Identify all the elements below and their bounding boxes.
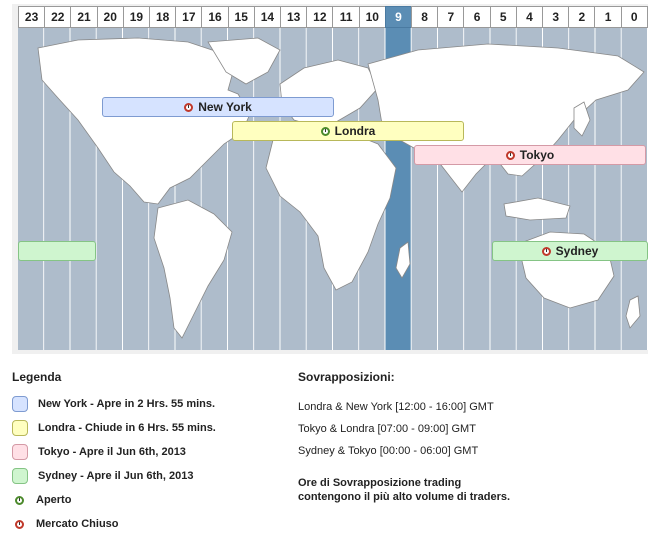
hour-cell-14: 14 [254, 6, 280, 28]
legend-item [12, 416, 292, 440]
market-band-sydney-wrap [18, 241, 96, 261]
market-band-new-york [102, 97, 334, 117]
overlap-item: Londra & New York [12:00 - 16:00] GMT [298, 401, 494, 413]
hour-cell-11: 11 [332, 6, 358, 28]
market-band-londra [232, 121, 464, 141]
legend-closed [12, 512, 292, 536]
hour-cell-16: 16 [201, 6, 227, 28]
hour-column-23 [18, 28, 43, 350]
hour-cell-8: 8 [411, 6, 437, 28]
legend-open-label: Aperto [36, 494, 72, 506]
legend [12, 370, 292, 536]
overlaps [298, 370, 628, 504]
hour-cell-6: 6 [463, 6, 489, 28]
overlaps-note-line2: contengono il più alto volume di traders. [298, 491, 511, 503]
legend-item [12, 464, 292, 488]
market-hours-map [12, 4, 648, 354]
legend-item [12, 392, 292, 416]
hour-cell-12: 12 [306, 6, 332, 28]
hour-cell-18: 18 [149, 6, 175, 28]
market-band-label: Londra [334, 124, 376, 138]
hour-cell-1: 1 [594, 6, 620, 28]
hour-cell-19: 19 [123, 6, 149, 28]
hour-cell-23: 23 [18, 6, 44, 28]
hour-cell-10: 10 [359, 6, 385, 28]
clock-red-icon [15, 520, 24, 529]
legend-closed-label: Mercato Chiuso [36, 518, 119, 530]
clock-red-icon [542, 247, 551, 256]
overlaps-title: Sovrapposizioni: [298, 370, 395, 384]
legend-swatch [12, 396, 28, 412]
hour-cell-21: 21 [70, 6, 96, 28]
hour-cell-15: 15 [228, 6, 254, 28]
legend-item-label: Tokyo - Apre il Jun 6th, 2013 [38, 446, 186, 458]
market-band-label: New York [198, 100, 252, 114]
legend-swatch [12, 420, 28, 436]
hour-cell-20: 20 [97, 6, 123, 28]
legend-swatch [12, 468, 28, 484]
legend-item-label: Sydney - Apre il Jun 6th, 2013 [38, 470, 194, 482]
clock-green-icon [321, 127, 330, 136]
hour-cell-4: 4 [516, 6, 542, 28]
legend-item-label: New York - Apre in 2 Hrs. 55 mins. [38, 398, 216, 410]
hour-cell-17: 17 [175, 6, 201, 28]
hour-cell-5: 5 [490, 6, 516, 28]
world-map [18, 28, 648, 350]
legend-swatch [12, 444, 28, 460]
market-band-tokyo [414, 145, 646, 165]
overlaps-note-line1: Ore di Sovrapposizione trading [298, 477, 462, 489]
legend-item [12, 440, 292, 464]
hour-cell-9: 9 [385, 6, 411, 28]
clock-green-icon [15, 496, 24, 505]
market-band-sydney [492, 241, 648, 261]
overlaps-note [298, 476, 628, 504]
market-band-label: Sydney [555, 244, 599, 258]
overlap-item: Sydney & Tokyo [00:00 - 06:00] GMT [298, 445, 479, 457]
hour-cell-13: 13 [280, 6, 306, 28]
world-map-svg [18, 28, 648, 350]
hour-header [18, 6, 648, 28]
hour-divider [647, 28, 648, 350]
clock-red-icon [506, 151, 515, 160]
hour-cell-0: 0 [621, 6, 648, 28]
legend-title: Legenda [12, 370, 62, 384]
legend-open [12, 488, 292, 512]
hour-cell-22: 22 [44, 6, 70, 28]
hour-cell-2: 2 [568, 6, 594, 28]
overlap-item: Tokyo & Londra [07:00 - 09:00] GMT [298, 423, 476, 435]
hour-cell-7: 7 [437, 6, 463, 28]
legend-item-label: Londra - Chiude in 6 Hrs. 55 mins. [38, 422, 216, 434]
market-band-label: Tokyo [519, 148, 555, 162]
hour-cell-3: 3 [542, 6, 568, 28]
clock-red-icon [184, 103, 193, 112]
